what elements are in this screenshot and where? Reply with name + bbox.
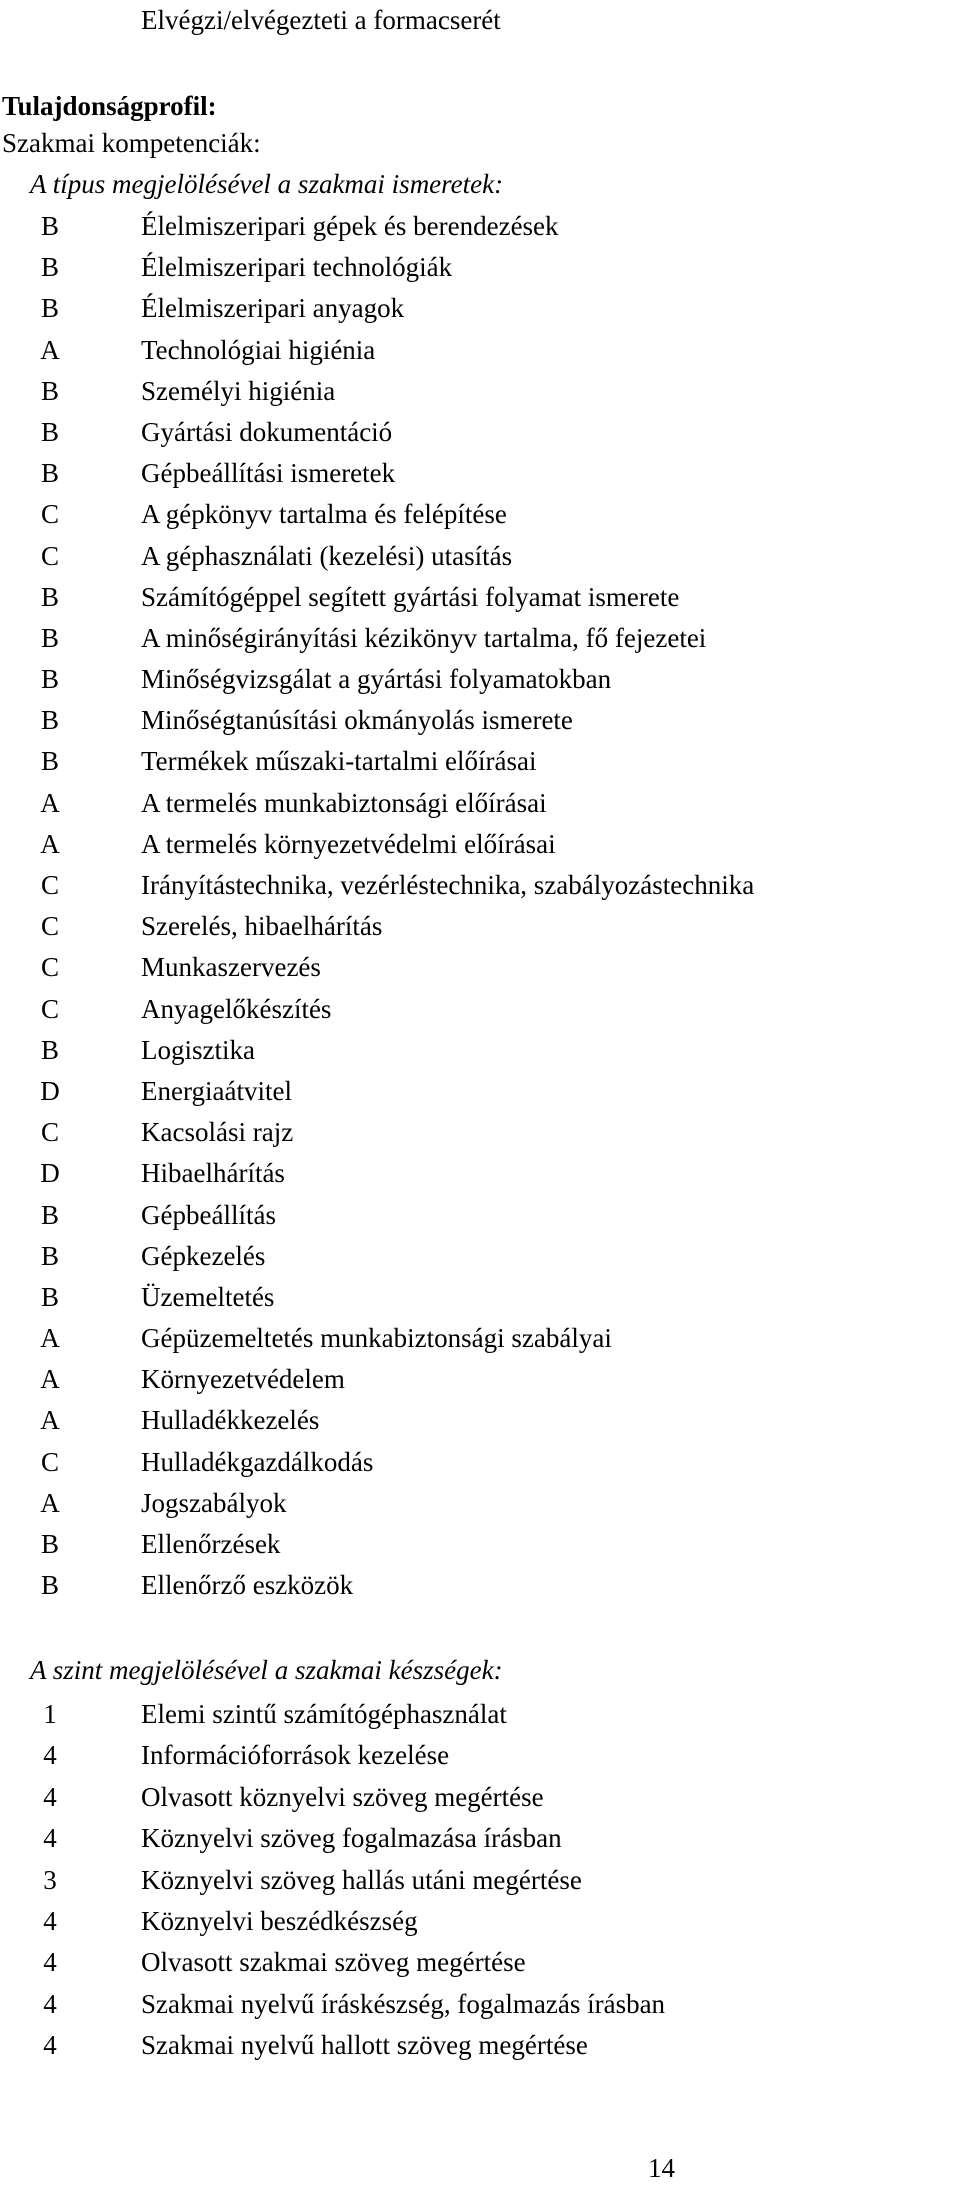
knowledge-item-label: Szerelés, hibaelhárítás	[141, 911, 383, 942]
knowledge-item-label: Számítógéppel segített gyártási folyamat ismerete	[141, 581, 680, 612]
knowledge-item-label: Gyártási dokumentáció	[141, 416, 393, 447]
skill-item-code: 4	[43, 1740, 57, 1771]
knowledge-item-code: B	[40, 746, 59, 777]
knowledge-item-label: Gépkezelés	[141, 1240, 266, 1271]
knowledge-item-label: Kacsolási rajz	[141, 1117, 294, 1148]
knowledge-item-code: B	[40, 375, 59, 406]
knowledge-item-label: Gépbeállítási ismeretek	[141, 458, 396, 489]
skill-item-code: 4	[43, 1947, 57, 1978]
knowledge-item-label: A géphasználati (kezelési) utasítás	[141, 540, 513, 571]
knowledge-item-code: B	[40, 664, 59, 695]
knowledge-item-code: A	[40, 1364, 60, 1395]
knowledge-item-code: B	[40, 622, 59, 653]
knowledge-item-code: D	[40, 1075, 60, 1106]
knowledge-item-code: C	[40, 993, 59, 1024]
knowledge-item-label: Jogszabályok	[141, 1487, 287, 1518]
knowledge-item-label: A termelés munkabiztonsági előírásai	[141, 787, 547, 818]
knowledge-item-code: B	[40, 581, 59, 612]
knowledge-item-label: Üzemeltetés	[141, 1281, 275, 1312]
knowledge-item-code: B	[40, 1281, 59, 1312]
knowledge-item-code: B	[40, 458, 59, 489]
skill-item-code: 4	[43, 1781, 57, 1812]
knowledge-item-label: Környezetvédelem	[141, 1364, 345, 1395]
knowledge-item-label: Anyagelőkészítés	[141, 993, 332, 1024]
skill-item-label: Szakmai nyelvű íráskészség, fogalmazás írásban	[141, 1988, 666, 2019]
skill-item-code: 4	[43, 1905, 57, 1936]
skill-item-code: 4	[43, 2030, 57, 2061]
knowledge-item-label: Minőségtanúsítási okmányolás ismerete	[141, 705, 573, 736]
knowledge-item-label: A minőségirányítási kézikönyv tartalma, fő fejezetei	[141, 622, 707, 653]
skill-item-code: 4	[43, 1988, 57, 2019]
knowledge-item-label: Logisztika	[141, 1034, 255, 1065]
knowledge-item-code: B	[40, 293, 59, 324]
knowledge-item-code: B	[40, 1529, 59, 1559]
header-line: Elvégzi/elvégezteti a formacserét	[141, 5, 501, 35]
knowledge-item-code: B	[40, 1199, 59, 1230]
page-number: 14	[648, 2153, 675, 2183]
knowledge-item-code: C	[40, 952, 59, 983]
knowledge-item-code: C	[40, 540, 59, 571]
knowledge-item-label: Élelmiszeripari technológiák	[141, 252, 453, 283]
knowledge-item-label: A gépkönyv tartalma és felépítése	[141, 499, 507, 530]
skill-item-label: Köznyelvi beszédkészség	[141, 1905, 418, 1936]
knowledge-item-code: A	[40, 828, 60, 859]
knowledge-item-label: Hulladékkezelés	[141, 1405, 320, 1436]
knowledge-item-code: A	[40, 787, 60, 818]
knowledge-item-label: Hibaelhárítás	[141, 1158, 285, 1189]
knowledge-item-label: Technológiai higiénia	[141, 334, 376, 365]
knowledge-item-code: B	[40, 211, 59, 241]
knowledge-item-label: Ellenőrzések	[141, 1529, 281, 1559]
knowledge-item-label: Minőségvizsgálat a gyártási folyamatokban	[141, 664, 612, 695]
skill-item-label: Szakmai nyelvű hallott szöveg megértése	[141, 2030, 588, 2061]
knowledge-item-code: C	[40, 1446, 59, 1477]
knowledge-item-code: B	[40, 416, 59, 447]
profile-title: Tulajdonságprofil:	[2, 91, 217, 121]
knowledge-item-code: A	[40, 1487, 60, 1518]
knowledge-item-label: Gépbeállítás	[141, 1199, 276, 1230]
knowledge-item-code: B	[40, 705, 59, 736]
knowledge-item-code: A	[40, 334, 60, 365]
knowledge-item-code: B	[40, 252, 59, 283]
skill-item-code: 4	[43, 1823, 57, 1854]
skills-section-heading: A szint megjelölésével a szakmai készségek:	[30, 1655, 503, 1685]
skill-item-label: Elemi szintű számítógéphasználat	[141, 1699, 507, 1729]
knowledge-item-code: C	[40, 870, 59, 900]
knowledge-item-label: Személyi higiénia	[141, 375, 336, 406]
knowledge-item-code: C	[40, 911, 59, 942]
skill-item-code: 3	[43, 1864, 57, 1895]
knowledge-item-code: C	[40, 1117, 59, 1148]
knowledge-item-code: A	[40, 1405, 60, 1436]
knowledge-item-code: A	[40, 1323, 60, 1354]
knowledge-item-label: Gépüzemeltetés munkabiztonsági szabályai	[141, 1323, 612, 1354]
knowledge-item-code: C	[40, 499, 59, 530]
skill-item-label: Információforrások kezelése	[141, 1740, 450, 1771]
knowledge-item-label: Ellenőrző eszközök	[141, 1570, 354, 1601]
knowledge-section-heading: A típus megjelölésével a szakmai ismeretek:	[30, 169, 504, 199]
skill-item-label: Olvasott szakmai szöveg megértése	[141, 1947, 526, 1978]
knowledge-item-label: Energiaátvitel	[141, 1075, 292, 1106]
knowledge-item-code: B	[40, 1240, 59, 1271]
knowledge-item-label: Termékek műszaki-tartalmi előírásai	[141, 746, 537, 777]
knowledge-item-label: A termelés környezetvédelmi előírásai	[141, 828, 556, 859]
skill-item-code: 1	[43, 1699, 57, 1729]
knowledge-item-label: Irányítástechnika, vezérléstechnika, szabályozástechnika	[141, 870, 755, 900]
skill-item-label: Köznyelvi szöveg hallás utáni megértése	[141, 1864, 582, 1895]
competencies-subheading: Szakmai kompetenciák:	[2, 128, 261, 158]
skill-item-label: Köznyelvi szöveg fogalmazása írásban	[141, 1823, 562, 1854]
knowledge-item-label: Élelmiszeripari gépek és berendezések	[141, 211, 559, 241]
knowledge-item-label: Élelmiszeripari anyagok	[141, 293, 405, 324]
knowledge-item-label: Munkaszervezés	[141, 952, 321, 983]
knowledge-item-code: B	[40, 1034, 59, 1065]
skill-item-label: Olvasott köznyelvi szöveg megértése	[141, 1781, 544, 1812]
knowledge-item-code: B	[40, 1570, 59, 1601]
knowledge-item-code: D	[40, 1158, 60, 1189]
knowledge-item-label: Hulladékgazdálkodás	[141, 1446, 374, 1477]
